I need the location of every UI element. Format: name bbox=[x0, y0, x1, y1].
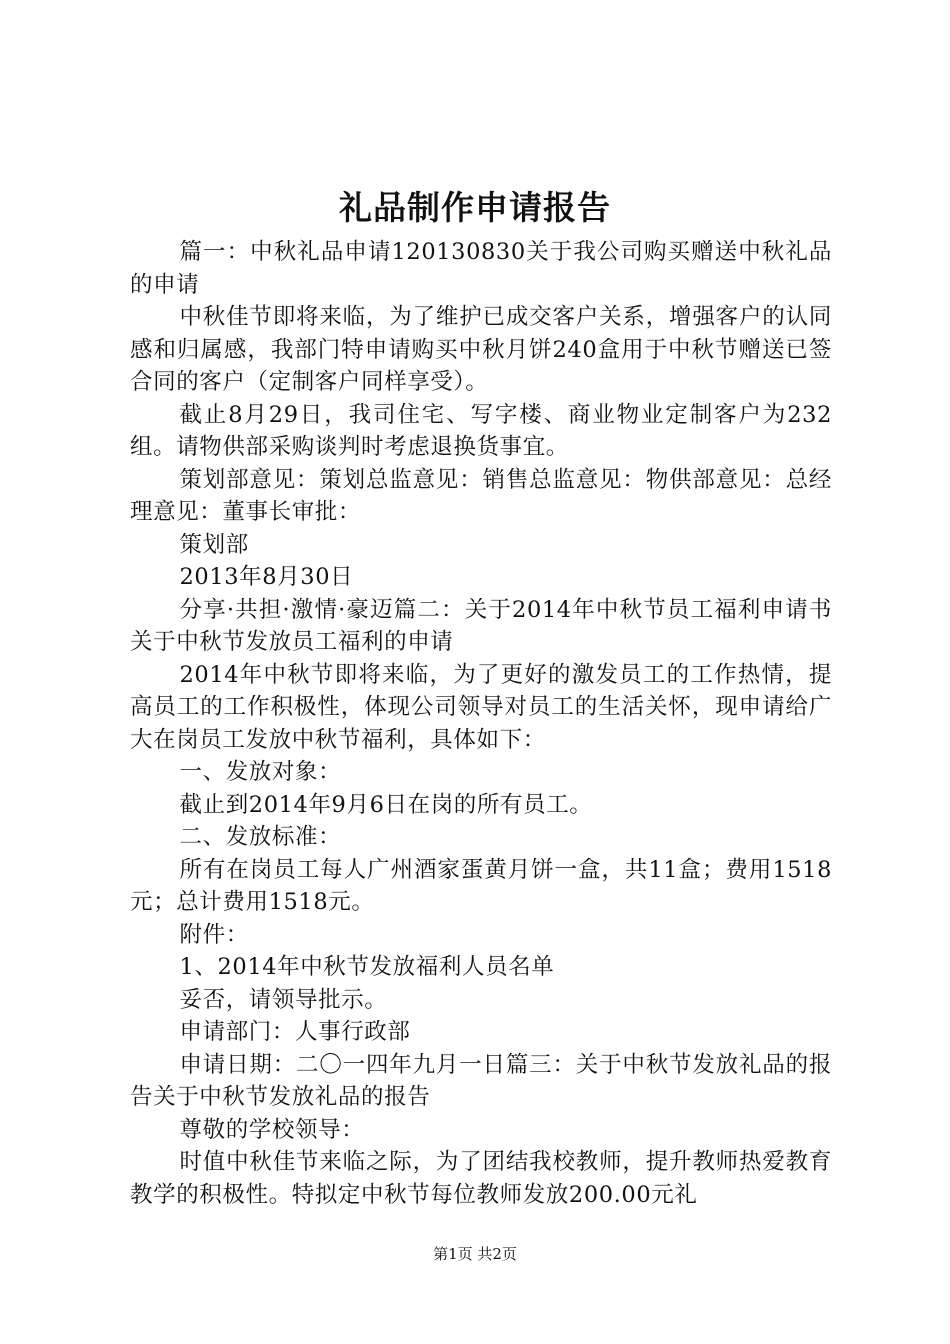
paragraph: 申请日期：二〇一四年九月一日篇三：关于中秋节发放礼品的报告关于中秋节发放礼品的报告 bbox=[130, 1051, 832, 1110]
paragraph: 2013年8月30日 bbox=[179, 564, 354, 590]
paragraph: 所有在岗员工每人广州酒家蛋黄月饼一盒，共11盒；费用1518元；总计费用1518元。 bbox=[130, 856, 832, 915]
paragraph: 策划部意见：策划总监意见：销售总监意见：物供部意见：总经理意见：董事长审批： bbox=[130, 466, 832, 525]
paragraph: 分享·共担·激情·豪迈篇二：关于2014年中秋节员工福利申请书关于中秋节发放员工福利的申请 bbox=[130, 596, 832, 655]
paragraph: 截止到2014年9月6日在岗的所有员工。 bbox=[179, 791, 593, 818]
paragraph: 中秋佳节即将来临，为了维护已成交客户关系，增强客户的认同感和归属感，我部门特申请购买中秋月饼240盒用于中秋节赠送已签合同的客户（定制客户同样享受）。 bbox=[130, 304, 832, 395]
paragraph: 1、2014年中秋节发放福利人员名单 bbox=[179, 954, 555, 980]
paragraph: 妥否，请领导批示。 bbox=[179, 986, 388, 1013]
paragraph: 申请部门：人事行政部 bbox=[179, 1019, 411, 1045]
paragraph: 截止8月29日，我司住宅、写字楼、商业物业定制客户为232组。请物供部采购谈判时考虑退换货事宜。 bbox=[130, 401, 832, 460]
paragraph: 2014年中秋节即将来临，为了更好的激发员工的工作热情，提高员工的工作积极性，体现公司领导对员工的生活关怀，现申请给广大在岗员工发放中秋节福利，具体如下： bbox=[130, 661, 832, 753]
page-number-footer: 第1页 共2页 bbox=[433, 1245, 517, 1263]
paragraph: 策划部 bbox=[179, 531, 249, 558]
document-title: 礼品制作申请报告 bbox=[339, 188, 611, 227]
paragraph: 时值中秋佳节来临之际，为了团结我校教师，提升教师热爱教育教学的积极性。特拟定中秋节每位教师发放200.00元礼 bbox=[130, 1149, 832, 1208]
paragraph: 篇一：中秋礼品申请120130830关于我公司购买赠送中秋礼品的申请 bbox=[130, 239, 832, 298]
document-body bbox=[130, 236, 832, 1211]
paragraph: 二、发放标准： bbox=[179, 824, 342, 850]
paragraph: 一、发放对象： bbox=[179, 759, 342, 785]
paragraph: 尊敬的学校领导： bbox=[179, 1116, 365, 1143]
paragraph: 附件： bbox=[179, 921, 249, 948]
